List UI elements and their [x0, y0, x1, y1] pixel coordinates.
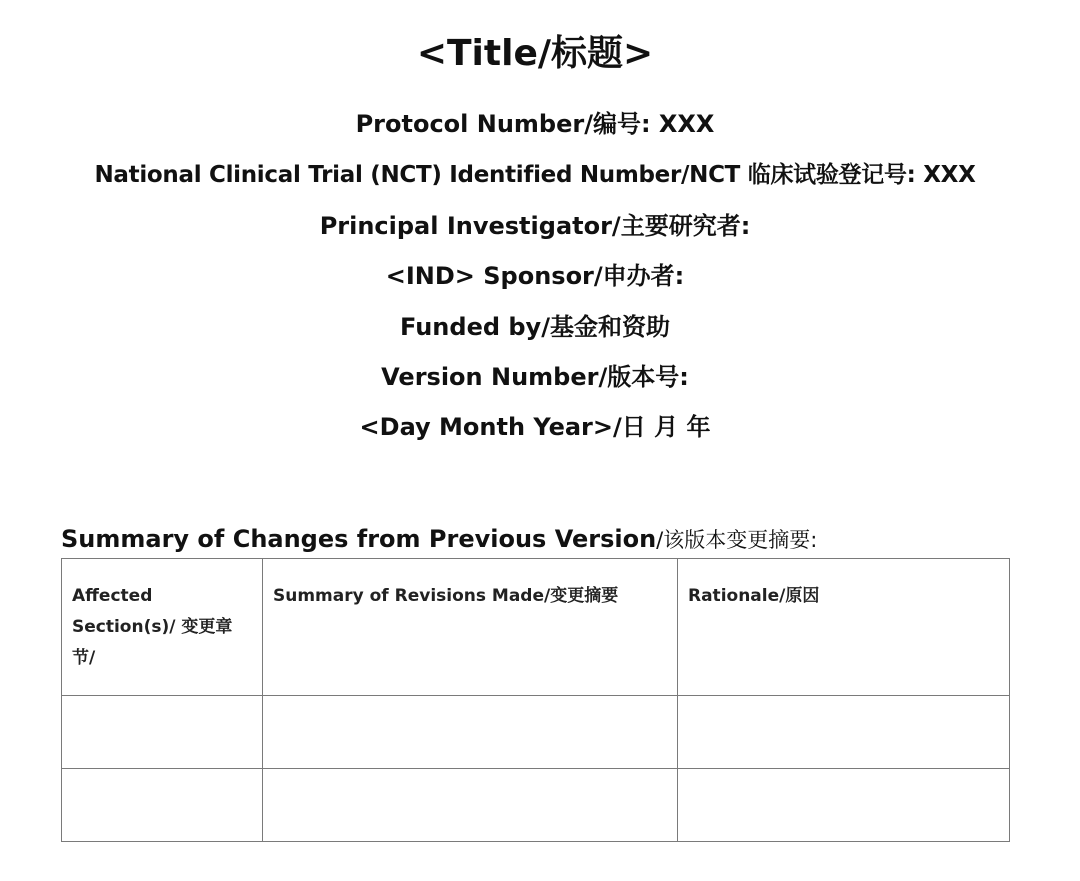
summary-of-changes-table — [61, 558, 1010, 842]
funded-by-line: Funded by/基金和资助 — [400, 313, 670, 341]
summary-of-revisions-header: Summary of Revisions Made/变更摘要 — [273, 586, 619, 606]
version-number-line: Version Number/版本号: — [381, 363, 689, 391]
nct-number-line: National Clinical Trial (NCT) Identified Number/NCT 临床试验登记号: XXX — [94, 162, 976, 188]
summary-heading-en: Summary of Changes from Previous Version — [61, 525, 657, 553]
table-row — [62, 769, 1010, 842]
protocol-number-line: Protocol Number/编号: XXX — [355, 110, 715, 138]
affected-sections-header: Affected Section(s)/ 变更章节/ — [72, 586, 233, 668]
principal-investigator-line: Principal Investigator/主要研究者: — [319, 212, 751, 240]
table-cell[interactable] — [678, 769, 1010, 842]
summary-heading-zh: /该版本变更摘要: — [656, 528, 818, 552]
table-header-cell — [263, 559, 678, 696]
table-row — [62, 696, 1010, 769]
table-header-cell — [678, 559, 1010, 696]
table-cell[interactable] — [263, 696, 678, 769]
table-cell[interactable] — [263, 769, 678, 842]
table-header-row — [62, 559, 1010, 696]
rationale-header: Rationale/原因 — [688, 586, 820, 606]
summary-heading — [61, 522, 817, 557]
table-cell[interactable] — [62, 696, 263, 769]
table-cell[interactable] — [62, 769, 263, 842]
table-header-cell — [62, 559, 263, 696]
document-title: <Title/标题> — [416, 33, 654, 74]
table-cell[interactable] — [678, 696, 1010, 769]
sponsor-line: <IND> Sponsor/申办者: — [385, 262, 685, 290]
date-line: <Day Month Year>/日 月 年 — [359, 413, 711, 441]
